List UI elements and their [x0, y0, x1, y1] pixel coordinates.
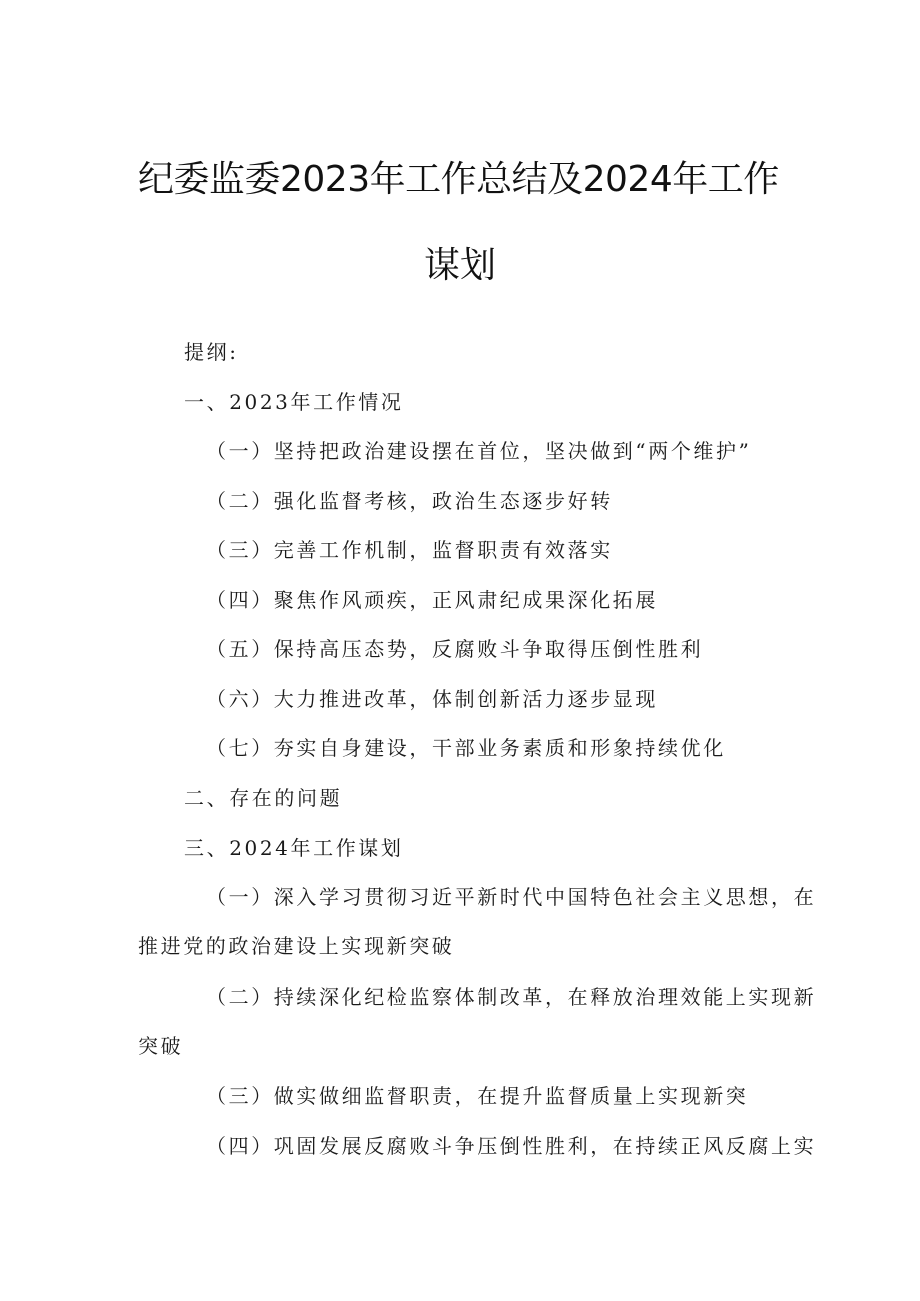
section-3-item-1-line-1: （一）深入学习贯彻习近平新时代中国特色社会主义思想，在	[206, 885, 817, 909]
section-1-item-4: （四）聚焦作风顽疾，正风肃纪成果深化拓展	[206, 588, 658, 612]
section-3-heading: 三、2024年工作谋划	[184, 836, 404, 860]
outline-label: 提纲:	[184, 340, 239, 364]
section-3-item-2-line-1: （二）持续深化纪检监察体制改革，在释放治理效能上实现新	[206, 985, 817, 1009]
section-1-item-5: （五）保持高压态势，反腐败斗争取得压倒性胜利	[206, 637, 704, 661]
section-3-item-3-line-1: （三）做实做细监督职责，在提升监督质量上实现新突	[206, 1084, 749, 1108]
section-1-item-6: （六）大力推进改革，体制创新活力逐步显现	[206, 687, 658, 711]
section-2-heading: 二、存在的问题	[184, 786, 343, 810]
document-title-line-2: 谋划	[423, 245, 496, 286]
section-3-item-4-line-1: （四）巩固发展反腐败斗争压倒性胜利，在持续正风反腐上实	[206, 1134, 817, 1158]
document-title-line-1: 纪委监委2023年工作总结及2024年工作	[138, 159, 779, 200]
section-3-item-2-line-2: 突破	[138, 1034, 184, 1058]
section-1-heading: 一、2023年工作情况	[184, 390, 404, 414]
section-1-item-7: （七）夯实自身建设，干部业务素质和形象持续优化	[206, 736, 726, 760]
section-3-item-1-line-2: 推进党的政治建设上实现新突破	[138, 934, 455, 958]
section-1-item-3: （三）完善工作机制，监督职责有效落实	[206, 538, 613, 562]
section-1-item-2: （二）强化监督考核，政治生态逐步好转	[206, 489, 613, 513]
section-1-item-1: （一）坚持把政治建设摆在首位，坚决做到“两个维护”	[206, 439, 752, 463]
